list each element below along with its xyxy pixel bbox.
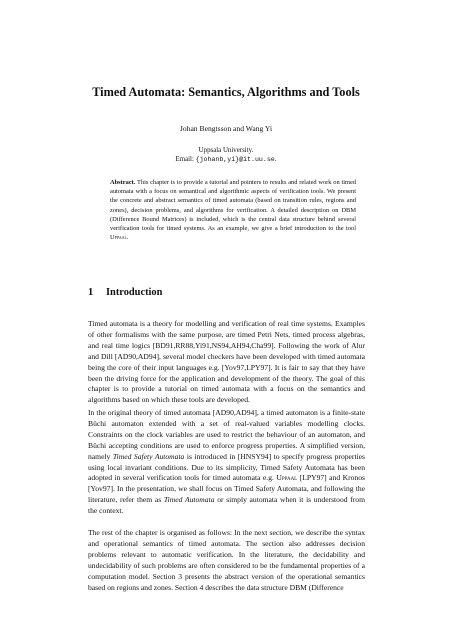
paragraph-text: is introduced in [HNSY94] to specify progress properties using local invariant conditions. Due to its simplicity, Timed Safety Automata has been adopted in several verification tools for timed automata e.g. [88,451,365,483]
tool-name: Uppaal [276,473,298,483]
section-title: Introduction [106,287,163,298]
abstract-tool-name: Uppaal [110,234,127,242]
paragraph-text: [LPY97] and Kronos [Yov97]. In the presentation, we shall focus on Timed Safety Automata, and following the literature, refer them as [88,473,365,505]
email-address: {johanb,yi}@it.uu.se [195,156,275,163]
abstract-text: This chapter is to provide a tutorial and pointers to results and related work on timed automata with a focus on semantical and algorithmic aspects of verification tools. We present the concrete and abstract semantics of timed automata (based on transition rules, regions and zones), decision problems, and algorithms for verification. A detailed description on DBM (Difference Bound Matrices) is included, which is the central data structure behind several verification tools for timed systems. As an example, we give a brief introduction to the tool [110,179,356,233]
paper-authors: Johan Bengtsson and Wang Yi [179,124,273,133]
section-number: 1 [88,287,94,298]
paragraph-text: or simply automata when it is understood from the context. [88,495,365,516]
body-paragraph: Timed automata is a theory for modelling and verification of real time systems. Examples of other formalisms with the same purpose, are timed Petri Nets, timed process algebras, and real time logics [BD91,RR88,Yi91,NS94,AH94,Cha99]. Following the work of Alur and Dill [AD90,AD94], several model checkers have been developed with timed automata being the core of their input languages e.g. [Yov97,LPY97]. It is fair to say that they have been the driving force for the application and development of the theory. The goal of this chapter is to provide a tutorial on timed automata with a focus on the semantics and algorithms based on which these tools are developed. [88,319,365,405]
body-paragraph: The rest of the chapter is organised as follows: In the next section, we describe the syntax and operational semantics of timed automata. The section also addresses decision problems relevant to automatic verification. In the literature, the decidability and undecidability of such problems are often considered to be the fundamental properties of a computation model. Section 3 presents the abstract version of the operational semantics based on regions and zones. Section 4 describes the data structure DBM (Difference [88,528,365,592]
email-line: Email: {johanb,yi}@it.uu.se. [175,156,277,163]
author-affiliation-block: Uppsala University. Email: {johanb,yi}@it.uu.se. [60,146,392,164]
paragraph-text: In the original theory of timed automata [AD90,AD94], a timed automaton is a finite-state Büchi automaton extended with a set of real-valued variables modelling clocks. Constraints on the clock variables are used to restrict the behaviour of an automaton, and Büchi accepting conditions are used to enforce progress properties. A simplified version, namely [88,408,365,461]
paper-title: Timed Automata: Semantics, Algorithms and Tools [92,85,360,99]
affiliation: Uppsala University [198,147,252,154]
emphasis-term: Timed Safety Automata [112,451,185,461]
abstract-label: Abstract. [110,179,136,186]
abstract: Abstract. This chapter is to provide a tutorial and pointers to results and related work on timed automata with a focus on semantical and algorithmic aspects of verification tools. We present the concrete and abstract semantics of timed automata (based on transition rules, regions and zones), decision problems, and algorithms for verification. A detailed description on DBM (Difference Bound Matrices) is included, which is the central data structure behind several verification tools for timed systems. As an example, we give a brief introduction to the tool Uppaal. [110,179,356,242]
emphasis-term: Timed Automata [163,495,215,505]
section-heading [88,286,368,299]
body-paragraph [88,408,365,517]
email-label: Email: [175,156,194,163]
